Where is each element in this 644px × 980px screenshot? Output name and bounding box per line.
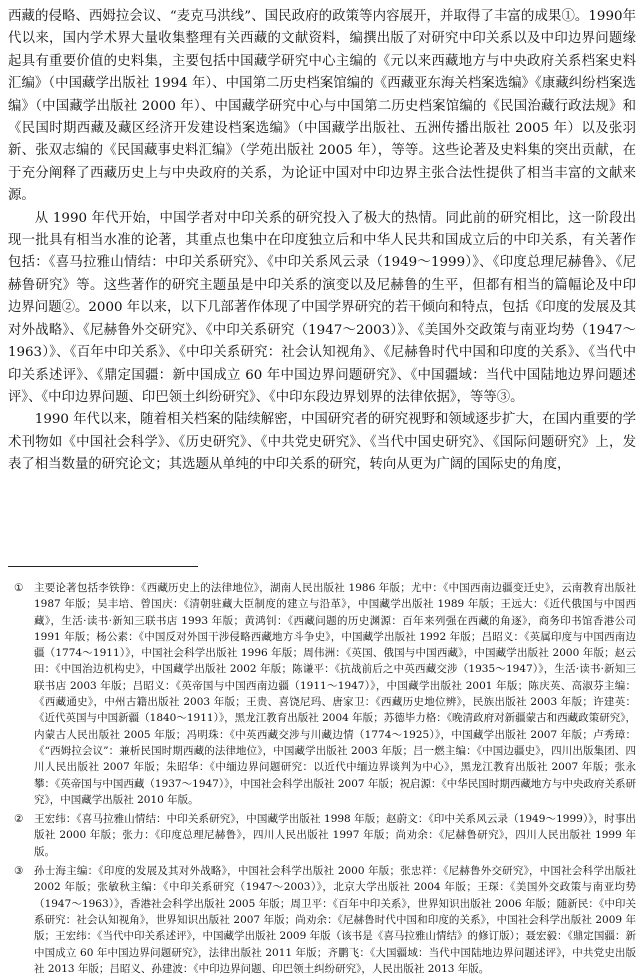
document-page: [8, 6, 636, 477]
footnote-1: [8, 580, 636, 808]
footnote-text: 孙士海主编：《印度的发展及其对外战略》，中国社会科学出版社 2000 年版；张忠祥：《尼赫鲁外交研究》，中国社会科学出版社 2002 年版；张敏秋主编：《中印关系研究（1947～2003）》，北京大学出版社 2004 年版；王琛：《美国外交政策与南亚均势（1947～1963）》，香港社会科学出版社 2005 年版；周卫平：《百年中印关系》，世界知识出版社 2006 年版；随新民：《中印关系研究：社会认知视角》，世界知识出版社 2007 年版；尚劝余：《尼赫鲁时代中国和印度的关系》，中国社会科学出版社 2009 年版；王宏纬：《当代中印关系述评》，中国藏学出版社 2009 年版（该书是《喜马拉雅山情结》的修订版）；聂宏毅：《鼎定国疆：新中国成立 60 年中国边界问题研究》，法律出版社 2011 年版；齐鹏飞：《大国疆域：当代中国陆地边界问题述评》，中共党史出版社 2013 年版；吕昭义、孙建波：《中印边界问题、印巴领土纠纷研究》，人民出版社 2013 年版。: [34, 865, 636, 975]
paragraph-3: 1990 年代以来，随着相关档案的陆续解密，中国研究者的研究视野和领域逐步扩大，在国内重要的学术刊物如《中国社会科学》、《历史研究》、《中共党史研究》、《当代中国史研究》、《国际问题研究》上，发表了相当数量的研究论文；其选题从单纯的中印关系的研究，转向从更为广阔的国际史的角度，: [8, 412, 636, 473]
footnote-divider: [8, 566, 198, 567]
paragraph-1: 西藏的侵略、西姆拉会议、“麦克马洪线”、国民政府的政策等内容展开，并取得了丰富的成果①。1990年代以来，国内学术界大量收集整理有关西藏的文献资料，编撰出版了对研究中印关系以及中印边界问题缘起具有重要价值的史料集，主要包括中国藏学研究中心主编的《元以来西藏地方与中央政府关系档案史料汇编》（中国藏学出版社 1994 年）、中国第二历史档案馆编的《西藏亚东海关档案选编》《康藏纠纷档案选编》（中国藏学出版社 2000 年）、中国藏学研究中心与中国第二历史档案馆编的《民国治藏行政法规》和《民国时期西藏及藏区经济开发建设档案选编》（中国藏学出版社、五洲传播出版社 2005 年）以及张羽新、张双志编的《民国藏事史料汇编》（学苑出版社 2005 年），等等。这些论著及史料集的突出贡献，在于充分阐释了西藏历史上与中央政府的关系，为论证中国对中印边界主张合法性提供了相当丰富的文献来源。: [8, 9, 636, 204]
footnote-mark: ①: [14, 582, 24, 594]
footnote-mark: ②: [14, 813, 24, 826]
footnotes: [8, 580, 636, 980]
paragraph-2: 从 1990 年代开始，中国学者对中印关系的研究投入了极大的热情。同此前的研究相比，这一阶段出现一批具有相当水准的论著，其重点也集中在印度独立后和中华人民共和国成立后的中印关系，有关著作包括：《喜马拉雅山情结：中印关系研究》、《中印关系风云录（1949～1999）》、《印度总理尼赫鲁》、《尼赫鲁研究》等。这些著作的研究主题虽是中印关系的演变以及尼赫鲁的生平，但都有相当的篇幅论及中印边界问题②。2000 年以来，以下几部著作体现了中国学界研究的若干倾向和特点，包括《印度的发展及其对外战略》、《尼赫鲁外交研究》、《中印关系研究（1947～2003）》、《美国外交政策与南亚均势（1947～1963）》、《百年中印关系》、《中印关系研究：社会认知视角》、《尼赫鲁时代中国和印度的关系》、《当代中印关系述评》、《鼎定国疆：新中国成立 60 年中国边界问题研究》、《中国疆域：当代中国陆地边界问题述评》、《中印边界问题、印巴领土纠纷研究》、《中印东段边界划界的法律依据》，等等③。: [8, 210, 636, 405]
footnote-text: 王宏纬：《喜马拉雅山情结：中印关系研究》，中国藏学出版社 1998 年版；赵蔚文：《印中关系风云录（1949～1999）》，时事出版社 2000 年版；张力：《印度总理尼赫鲁》，四川人民出版社 1997 年版；尚劝余：《尼赫鲁研究》，四川人民出版社 1999 年版。: [34, 813, 636, 858]
footnote-mark: ③: [14, 865, 24, 878]
footnote-text: 主要论著包括李铁铮：《西藏历史上的法律地位》，湖南人民出版社 1986 年版；尤中：《中国西南边疆变迁史》，云南教育出版社 1987 年版；吴丰培、曾国庆：《清朝驻藏大臣制度的建立与沿革》，中国藏学出版社 1989 年版；王远大：《近代俄国与中国西藏》，生活·读书·新知三联书店 1993 年版；黄鸿钊：《西藏问题的历史渊源：百年来列强在西藏的角逐》，商务印书馆香港公司 1991 年版；杨公素：《中国反对外国干涉侵略西藏地方斗争史》，中国藏学出版社 1992 年版；吕昭义：《英属印度与中国西南边疆（1774～1911）》，中国社会科学出版社 1996 年版；周伟洲：《英国、俄国与中国西藏》，中国藏学出版社 2000 年版；赵云田：《中国治边机构史》，中国藏学出版社 2002 年版；陈谦平：《抗战前后之中英西藏交涉（1935～1947）》，生活·读书·新知三联书店 2003 年版；吕昭义：《英帝国与中国西南边疆（1911～1947）》，中国藏学出版社 2001 年版；陈庆英、高淑芬主编：《西藏通史》，中州古籍出版社 2003 年版；王贵、喜饶尼玛、唐家卫：《西藏历史地位辨》，民族出版社 2003 年版；许建英：《近代英国与中国新疆（1840～1911）》，黑龙江教育出版社 2004 年版；苏德毕力格：《晚清政府对新疆蒙古和西藏政策研究》，内蒙古人民出版社 2005 年版；冯明珠：《中英西藏交涉与川藏边情（1774～1925）》，中国藏学出版社 2007 年版；卢秀璋：《“西姆拉会议”：兼析民国时期西藏的法律地位》，中国藏学出版社 2003 年版；吕一燃主编：《中国边疆史》，四川出版集团、四川人民出版社 2007 年版；朱昭华：《中缅边界问题研究：以近代中缅边界谈判为中心》，黑龙江教育出版社 2007 年版；张永攀：《英帝国与中国西藏（1937～1947）》，中国社会科学出版社 2007 年版；祝启源：《中华民国时期西藏地方与中央政府关系研究》，中国藏学出版社 2010 年版。: [34, 582, 636, 806]
body-text: [8, 6, 636, 477]
footnote-2: [8, 811, 636, 860]
footnote-3: [8, 863, 636, 977]
